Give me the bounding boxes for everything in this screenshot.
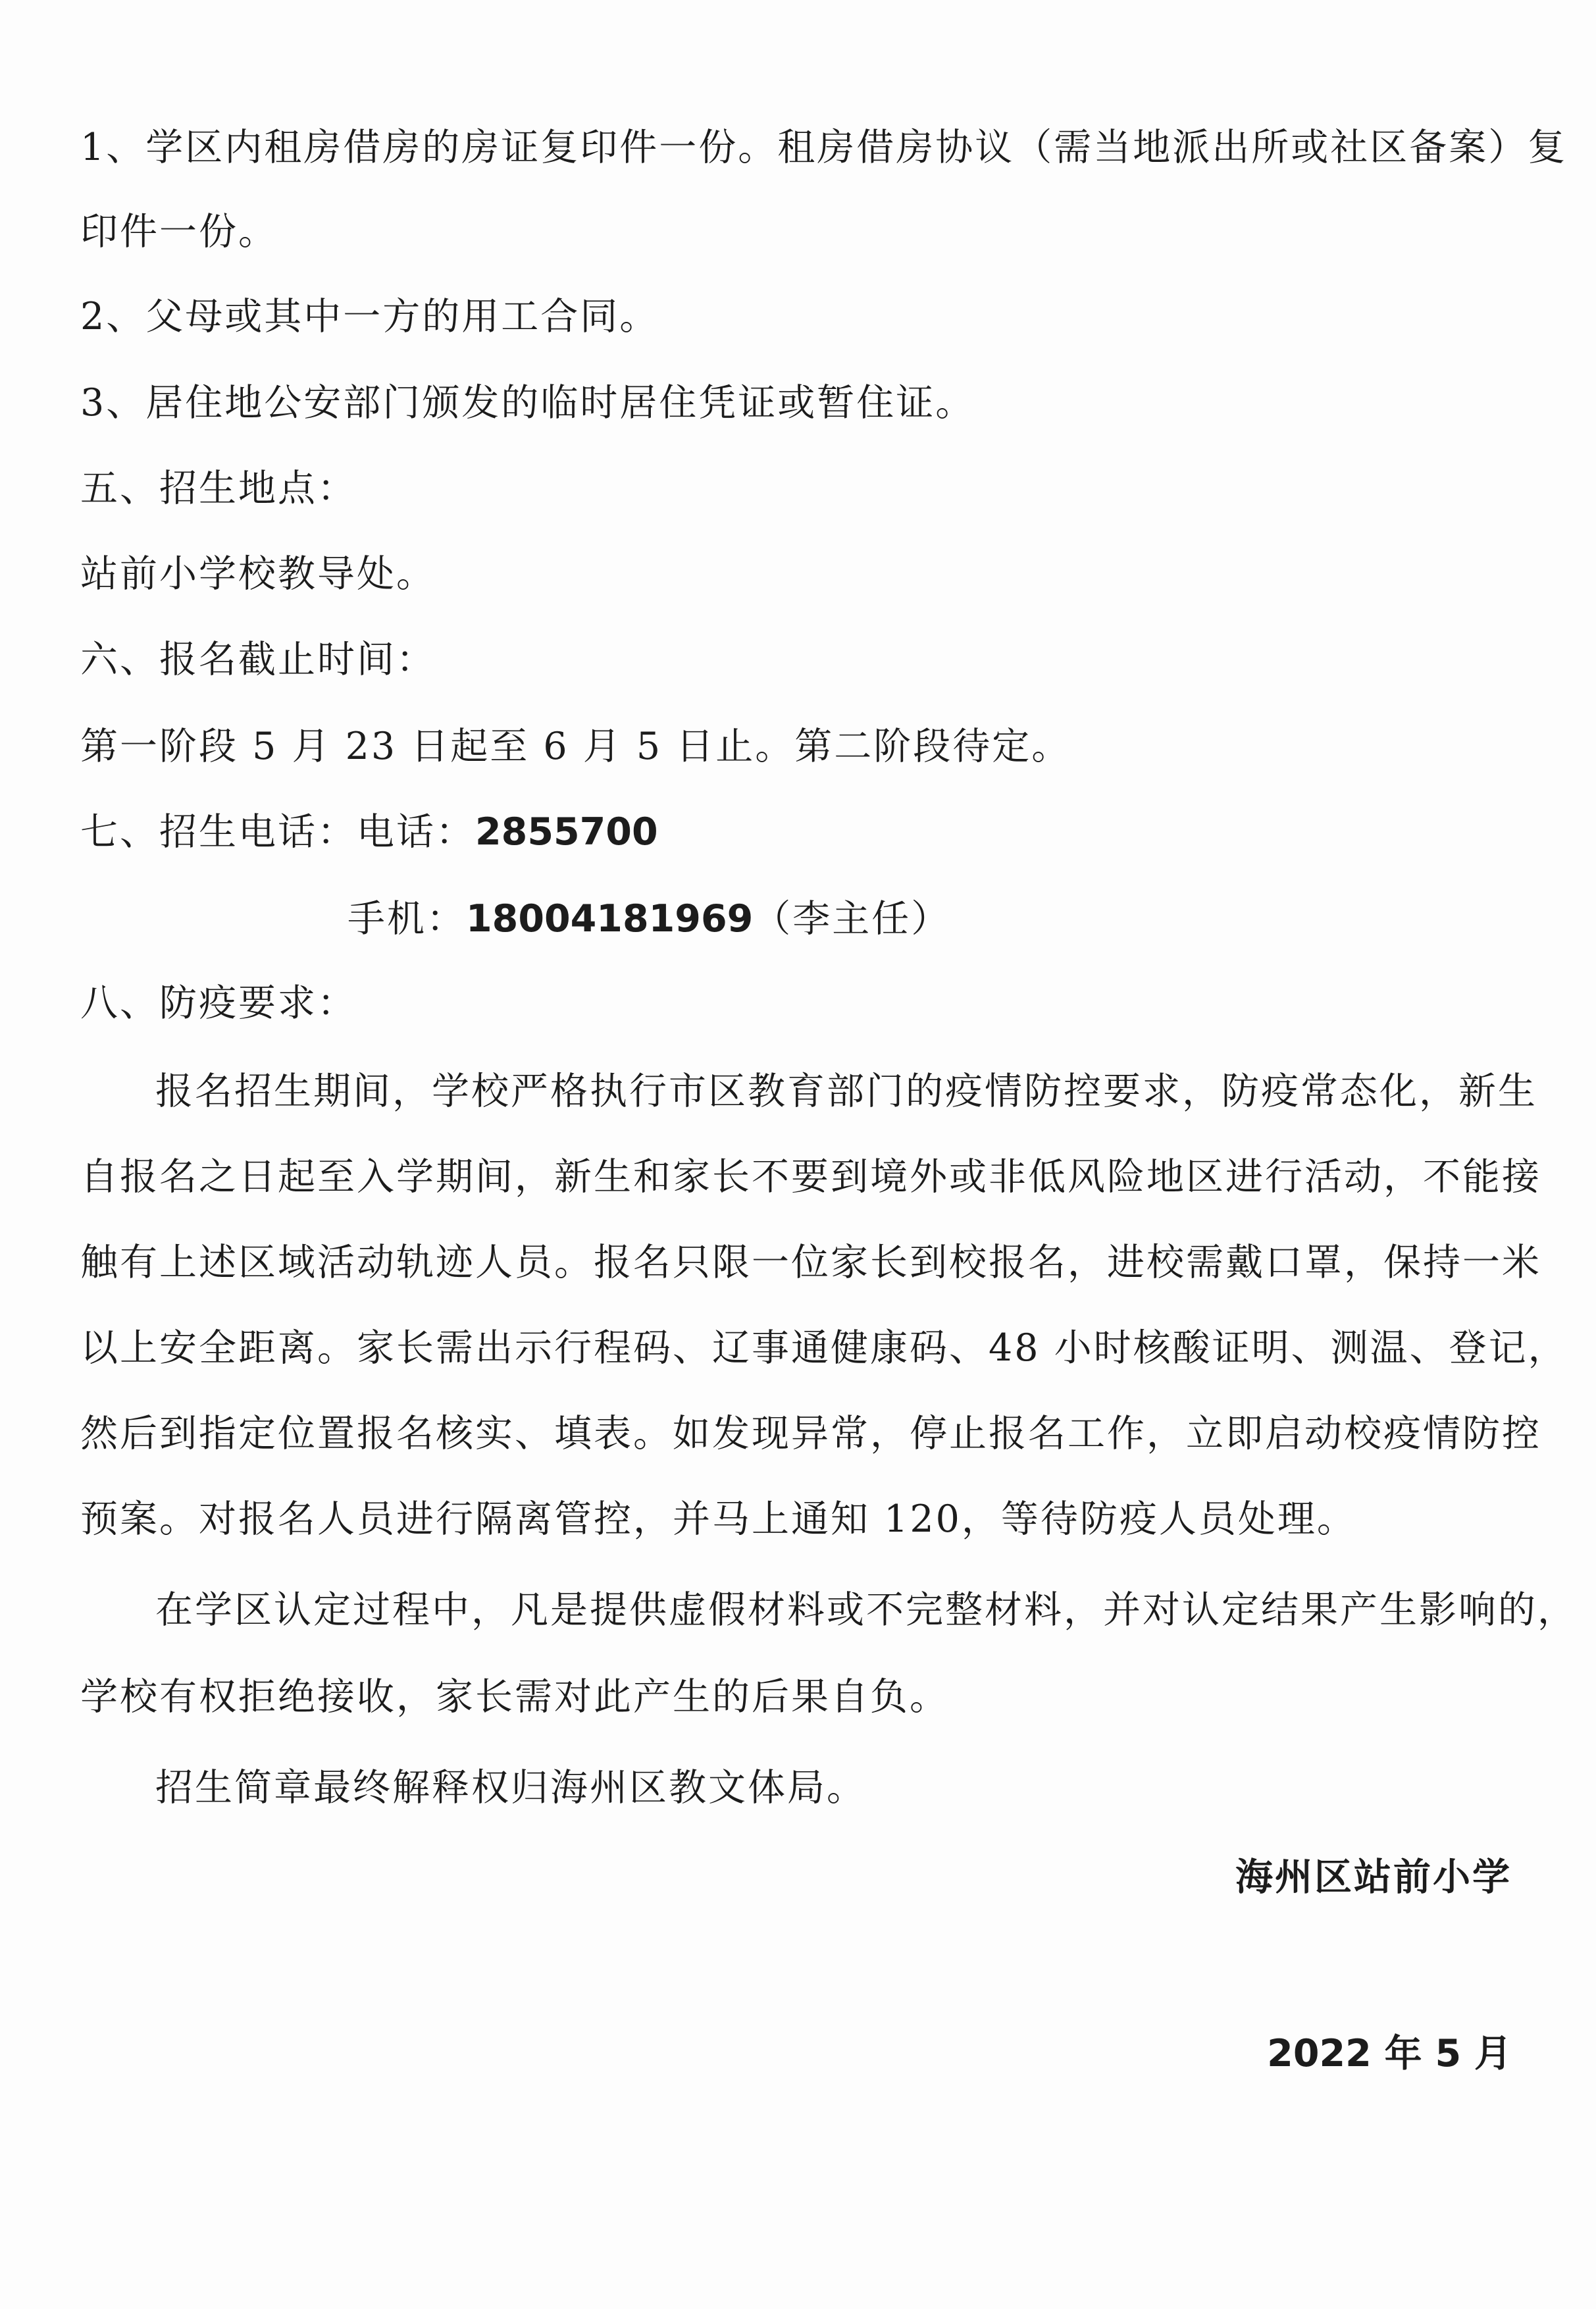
section-7-heading: 七、招生电话：电话：: [80, 810, 475, 854]
mobile-contact: （李主任）: [753, 897, 951, 941]
section-6-content: 第一阶段 5 月 23 日起至 6 月 5 日止。第二阶段待定。: [80, 725, 1071, 768]
paragraph-1-line: 预案。对报名人员进行隔离管控，并马上通知 120，等待防疫人员处理。: [80, 1497, 1356, 1541]
requirement-item-1-line-2: 印件一份。: [80, 210, 278, 253]
paragraph-1-line: 触有上述区域活动轨迹人员。报名只限一位家长到校报名，进校需戴口罩，保持一米: [80, 1241, 1541, 1284]
paragraph-1-line: 然后到指定位置报名核实、填表。如发现异常，停止报名工作，立即启动校疫情防控: [80, 1412, 1541, 1455]
phone-number: 2855700: [475, 810, 658, 854]
requirement-item-3: 3、居住地公安部门颁发的临时居住凭证或暂住证。: [80, 381, 975, 425]
section-5-content: 站前小学校教导处。: [80, 552, 436, 596]
mobile-label: 手机：: [348, 897, 466, 941]
section-6-heading: 六、报名截止时间：: [80, 638, 436, 681]
requirement-item-1-line-1: 1、学区内租房借房的房证复印件一份。租房借房协议（需当地派出所或社区备案）复: [80, 126, 1568, 169]
mobile-number: 18004181969: [466, 897, 754, 941]
paragraph-2-line: 学校有权拒绝接收，家长需对此产生的后果自负。: [80, 1675, 949, 1719]
paragraph-2-line: 在学区认定过程中，凡是提供虚假材料或不完整材料，并对认定结果产生影响的，: [155, 1588, 1577, 1632]
section-7-mobile-line: [348, 895, 1596, 943]
paragraph-3: 招生简章最终解释权归海州区教文体局。: [155, 1766, 866, 1809]
issuer-signature: 海州区站前小学: [1235, 1855, 1512, 1899]
paragraph-1-line: 以上安全距离。家长需出示行程码、辽事通健康码、48 小时核酸证明、测温、登记，: [80, 1326, 1568, 1370]
issue-date: 2022 年 5 月: [1267, 2032, 1512, 2075]
paragraph-1-line: 自报名之日起至入学期间，新生和家长不要到境外或非低风险地区进行活动，不能接: [80, 1155, 1541, 1199]
requirement-item-2: 2、父母或其中一方的用工合同。: [80, 295, 659, 338]
section-8-heading: 八、防疫要求：: [80, 981, 357, 1025]
paragraph-1-line: 报名招生期间，学校严格执行市区教育部门的疫情防控要求，防疫常态化，新生: [155, 1070, 1537, 1113]
section-5-heading: 五、招生地点：: [80, 467, 357, 510]
section-7-phone-line: [80, 808, 1515, 856]
